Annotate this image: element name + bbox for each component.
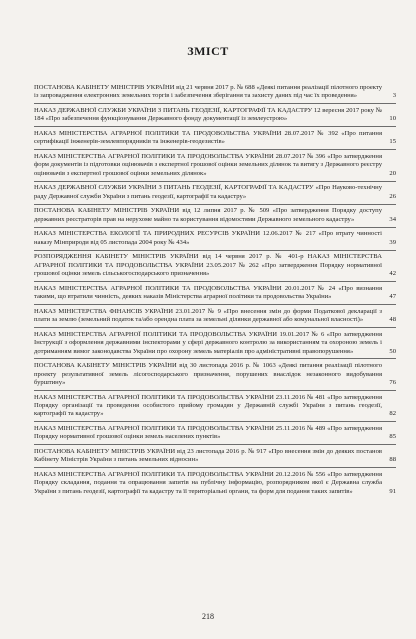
toc-entry[interactable] <box>34 253 396 278</box>
toc-entry-page: 3 <box>392 92 396 100</box>
toc-entry-page: 47 <box>389 293 396 301</box>
toc-entry[interactable] <box>34 153 396 178</box>
toc-entry[interactable] <box>34 362 396 387</box>
toc-entry-text: НАКАЗ МІНІСТЕРСТВА АГРАРНОЇ ПОЛІТИКИ ТА ПРОДОВОЛЬСТВА УКРАЇНИ 19.01.2017 № 6 «Про затвердження Інструкції з оформлення державними інспекторами у сфері державного контролю за використанням та охороною земель і дотриманням вимог законодавства України про охорону земель матеріалів про адміністративні правопорушення» <box>34 330 382 355</box>
toc-entry-text: ПОСТАНОВА КАБІНЕТУ МІНІСТРІВ УКРАЇНИ від 30 листопада 2016 р. № 1063 «Деякі питання реалізації пілотного проекту результативної земель лісогосподарського призначення, порушених внаслідок незаконного видобування бурштину» <box>34 362 382 387</box>
toc-entry-page: 48 <box>389 316 396 324</box>
divider <box>34 181 396 182</box>
toc-entry-page: 88 <box>389 456 396 464</box>
divider <box>34 227 396 228</box>
divider <box>34 149 396 150</box>
toc-entry-text: РОЗПОРЯДЖЕННЯ КАБІНЕТУ МІНІСТРІВ УКРАЇНИ від 14 червня 2017 р. № 401-р НАКАЗ МІНІСТЕРСТВА АГРАРНОЇ ПОЛІТИКИ ТА ПРОДОВОЛЬСТВА УКРАЇНИ 23.05.2017 № 262 «Про затвердження Порядку нормативної грошової оцінки земель сільськогосподарського призначення» <box>34 253 382 278</box>
divider <box>34 327 396 328</box>
toc-entry-page: 50 <box>389 347 396 355</box>
divider <box>34 358 396 359</box>
toc-entry-text: НАКАЗ ДЕРЖАВНОЇ СЛУЖБИ УКРАЇНИ З ПИТАНЬ ГЕОДЕЗІЇ, КАРТОГРАФІЇ ТА КАДАСТРУ «Про Науково-технічну раду Державної служби України з питань геодезії, картографії та кадастру» <box>34 184 382 200</box>
toc-entry[interactable] <box>34 448 396 465</box>
toc-entry-page: 85 <box>389 433 396 441</box>
toc-entry[interactable] <box>34 471 396 496</box>
toc-entry[interactable] <box>34 425 396 442</box>
toc-entry-text: НАКАЗ МІНІСТЕРСТВА АГРАРНОЇ ПОЛІТИКИ ТА ПРОДОВОЛЬСТВА УКРАЇНИ 20.12.2016 № 556 «Про затвердження Порядку складання, подання та опрацювання запитів на публічну інформацію, розпорядником якої є Державна служба України з питань геодезії, картографії та кадастру та її територіальні органи, та форм для подання таких запитів» <box>34 471 382 495</box>
toc-entry-page: 91 <box>389 487 396 495</box>
toc-entry-text: НАКАЗ МІНІСТЕРСТВА АГРАРНОЇ ПОЛІТИКИ ТА ПРОДОВОЛЬСТВА УКРАЇНИ 20.01.2017 № 24 «Про визнання такими, що втратили чинність, деяких наказів Міністерства аграрної політики та продовольства України» <box>34 284 382 301</box>
page-number: 218 <box>202 612 214 621</box>
toc-entry-text: НАКАЗ МІНІСТЕРСТВА АГРАРНОЇ ПОЛІТИКИ ТА ПРОДОВОЛЬСТВА УКРАЇНИ 28.07.2017 № 392 «Про питання сертифікації інженерів-землевпорядників та інженерів-геодезистів» <box>34 130 382 146</box>
toc-entry-text: ПОСТАНОВА КАБІНЕТУ МІНІСТРІВ УКРАЇНИ від 21 червня 2017 р. № 688 «Деякі питання реалізації пілотного проекту із запровадження електронних земельних торгів і забезпечення зберігання та захисту даних під час їх проведення» <box>34 84 382 100</box>
toc-entry-page: 26 <box>389 192 396 200</box>
divider <box>34 467 396 468</box>
toc-entry[interactable] <box>34 230 396 247</box>
toc-entry-page: 15 <box>389 138 396 146</box>
divider <box>34 421 396 422</box>
table-of-contents <box>34 84 396 498</box>
toc-entry-text: ПОСТАНОВА КАБІНЕТУ МІНІСТРІВ УКРАЇНИ від 23 листопада 2016 р. № 917 «Про внесення змін до деяких постанов Кабінету Міністрів України з питань земельних відносин» <box>34 448 382 464</box>
toc-entry-text: ПОСТАНОВА КАБІНЕТУ МІНІСТРІВ УКРАЇНИ від 12 липня 2017 р. № 509 «Про затвердження Порядку доступу державних реєстраторів прав на нерухоме майно та користування відомостями Державного земельного кадастру» <box>34 207 382 223</box>
toc-entry-text: НАКАЗ ДЕРЖАВНОЇ СЛУЖБИ УКРАЇНИ З ПИТАНЬ ГЕОДЕЗІЇ, КАРТОГРАФІЇ ТА КАДАСТРУ 12 вересня 2017 року № 184 «Про забезпечення функціонування Державного фонду документації із землеустрою» <box>34 107 382 123</box>
toc-entry-page: 82 <box>389 410 396 418</box>
divider <box>34 103 396 104</box>
page-title: ЗМІСТ <box>187 44 229 58</box>
toc-entry[interactable] <box>34 84 396 101</box>
toc-entry-page: 42 <box>389 270 396 278</box>
divider <box>34 304 396 305</box>
toc-entry[interactable] <box>34 308 396 325</box>
toc-entry-text: НАКАЗ МІНІСТЕРСТВА ФІНАНСІВ УКРАЇНИ 23.01.2017 № 9 «Про внесення змін до форми Податкової декларації з плати за землю (земельний податок та/або орендна плата за земельні ділянки державної або комунальної власності)» <box>34 307 382 324</box>
toc-entry-page: 20 <box>389 169 396 177</box>
divider <box>34 281 396 282</box>
toc-entry[interactable] <box>34 130 396 147</box>
divider <box>34 444 396 445</box>
toc-entry[interactable] <box>34 107 396 124</box>
toc-entry[interactable] <box>34 207 396 224</box>
toc-entry-text: НАКАЗ МІНІСТЕРСТВА ЕКОЛОГІЇ ТА ПРИРОДНИХ РЕСУРСІВ УКРАЇНИ 12.06.2017 № 217 «Про втрату чинності наказу Мінприроди від 05 листопада 2004 року № 434» <box>34 230 382 246</box>
toc-entry-page: 76 <box>389 379 396 387</box>
toc-entry-text: НАКАЗ МІНІСТЕРСТВА АГРАРНОЇ ПОЛІТИКИ ТА ПРОДОВОЛЬСТВА УКРАЇНИ 23.11.2016 № 481 «Про затвердження Порядку організації та проведення особистого прийому громадян у Державній службі України з питань геодезії, картографії та кадастру» <box>34 393 382 418</box>
toc-entry-page: 39 <box>389 238 396 246</box>
toc-entry-text: НАКАЗ МІНІСТЕРСТВА АГРАРНОЇ ПОЛІТИКИ ТА ПРОДОВОЛЬСТВА УКРАЇНИ 25.11.2016 № 489 «Про затвердження Порядку нормативної грошової оцінки земель населених пунктів» <box>34 425 382 441</box>
divider <box>34 204 396 205</box>
divider <box>34 126 396 127</box>
toc-entry[interactable] <box>34 184 396 201</box>
toc-entry-page: 34 <box>389 215 396 223</box>
divider <box>34 250 396 251</box>
toc-entry-page: 10 <box>389 115 396 123</box>
divider <box>34 390 396 391</box>
toc-entry[interactable] <box>34 285 396 302</box>
toc-entry[interactable] <box>34 331 396 356</box>
toc-entry[interactable] <box>34 394 396 419</box>
toc-entry-text: НАКАЗ МІНІСТЕРСТВА АГРАРНОЇ ПОЛІТИКИ ТА ПРОДОВОЛЬСТВА УКРАЇНИ 28.07.2017 № 396 «Про затвердження форм документів із підготовки оцінювачів з експертної грошової оцінки земельних ділянок та витягу з Державного реєстру оцінювачів з експертної грошової оцінки земельних ділянок» <box>34 153 382 177</box>
